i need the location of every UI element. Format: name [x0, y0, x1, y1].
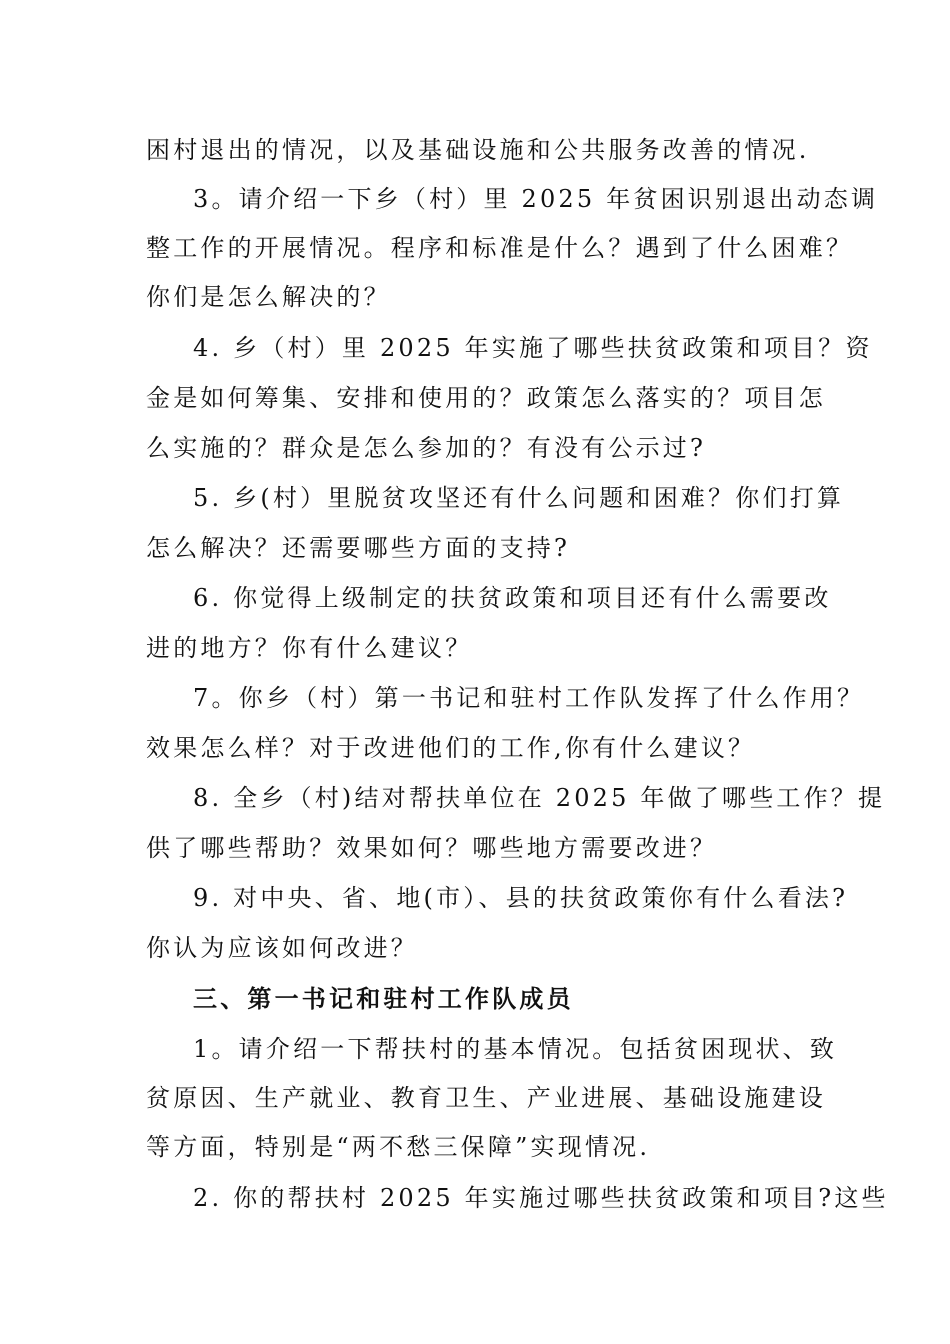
question-3-line-2: 整工作的开展情况。程序和标准是什么？遇到了什么困难？ — [146, 234, 854, 262]
question-6-line-2: 进的地方？你有什么建议？ — [146, 634, 473, 662]
question-3-line-1: 3。请介绍一下乡（村）里 2025 年贫困识别退出动态调 — [193, 185, 879, 213]
question-9-line-2: 你认为应该如何改进？ — [146, 934, 418, 962]
question-5-line-2: 怎么解决？还需要哪些方面的支持? — [146, 534, 571, 562]
section-3-question-1-line-3: 等方面，特别是“两不愁三保障”实现情况. — [146, 1133, 651, 1161]
question-4-line-3: 么实施的？群众是怎么参加的？有没有公示过? — [146, 434, 707, 462]
paragraph-line-1: 困村退出的情况，以及基础设施和公共服务改善的情况. — [146, 136, 810, 164]
question-6-line-1: 6. 你觉得上级制定的扶贫政策和项目还有什么需要改 — [193, 584, 832, 612]
section-3-heading: 三、第一书记和驻村工作队成员 — [193, 985, 574, 1013]
question-9-line-1: 9. 对中央、省、地(市）、县的扶贫政策你有什么看法? — [193, 884, 849, 912]
section-3-question-2-line-1: 2. 你的帮扶村 2025 年实施过哪些扶贫政策和项目?这些 — [193, 1184, 889, 1212]
question-3-line-3: 你们是怎么解决的？ — [146, 283, 391, 311]
question-7-line-2: 效果怎么样？对于改进他们的工作,你有什么建议？ — [146, 734, 756, 762]
question-7-line-1: 7。你乡（村）第一书记和驻村工作队发挥了什么作用？ — [193, 684, 865, 712]
section-3-question-1-line-1: 1。请介绍一下帮扶村的基本情况。包括贫困现状、致 — [193, 1035, 838, 1063]
question-4-line-1: 4. 乡（村）里 2025 年实施了哪些扶贫政策和项目？资 — [193, 334, 873, 362]
question-8-line-1: 8. 全乡（村)结对帮扶单位在 2025 年做了哪些工作？提 — [193, 784, 886, 812]
question-5-line-1: 5. 乡(村）里脱贫攻坚还有什么问题和困难？你们打算 — [193, 484, 845, 512]
question-8-line-2: 供了哪些帮助？效果如何？哪些地方需要改进？ — [146, 834, 718, 862]
section-3-question-1-line-2: 贫原因、生产就业、教育卫生、产业进展、基础设施建设 — [146, 1084, 826, 1112]
question-4-line-2: 金是如何筹集、安排和使用的？政策怎么落实的？项目怎 — [146, 384, 826, 412]
